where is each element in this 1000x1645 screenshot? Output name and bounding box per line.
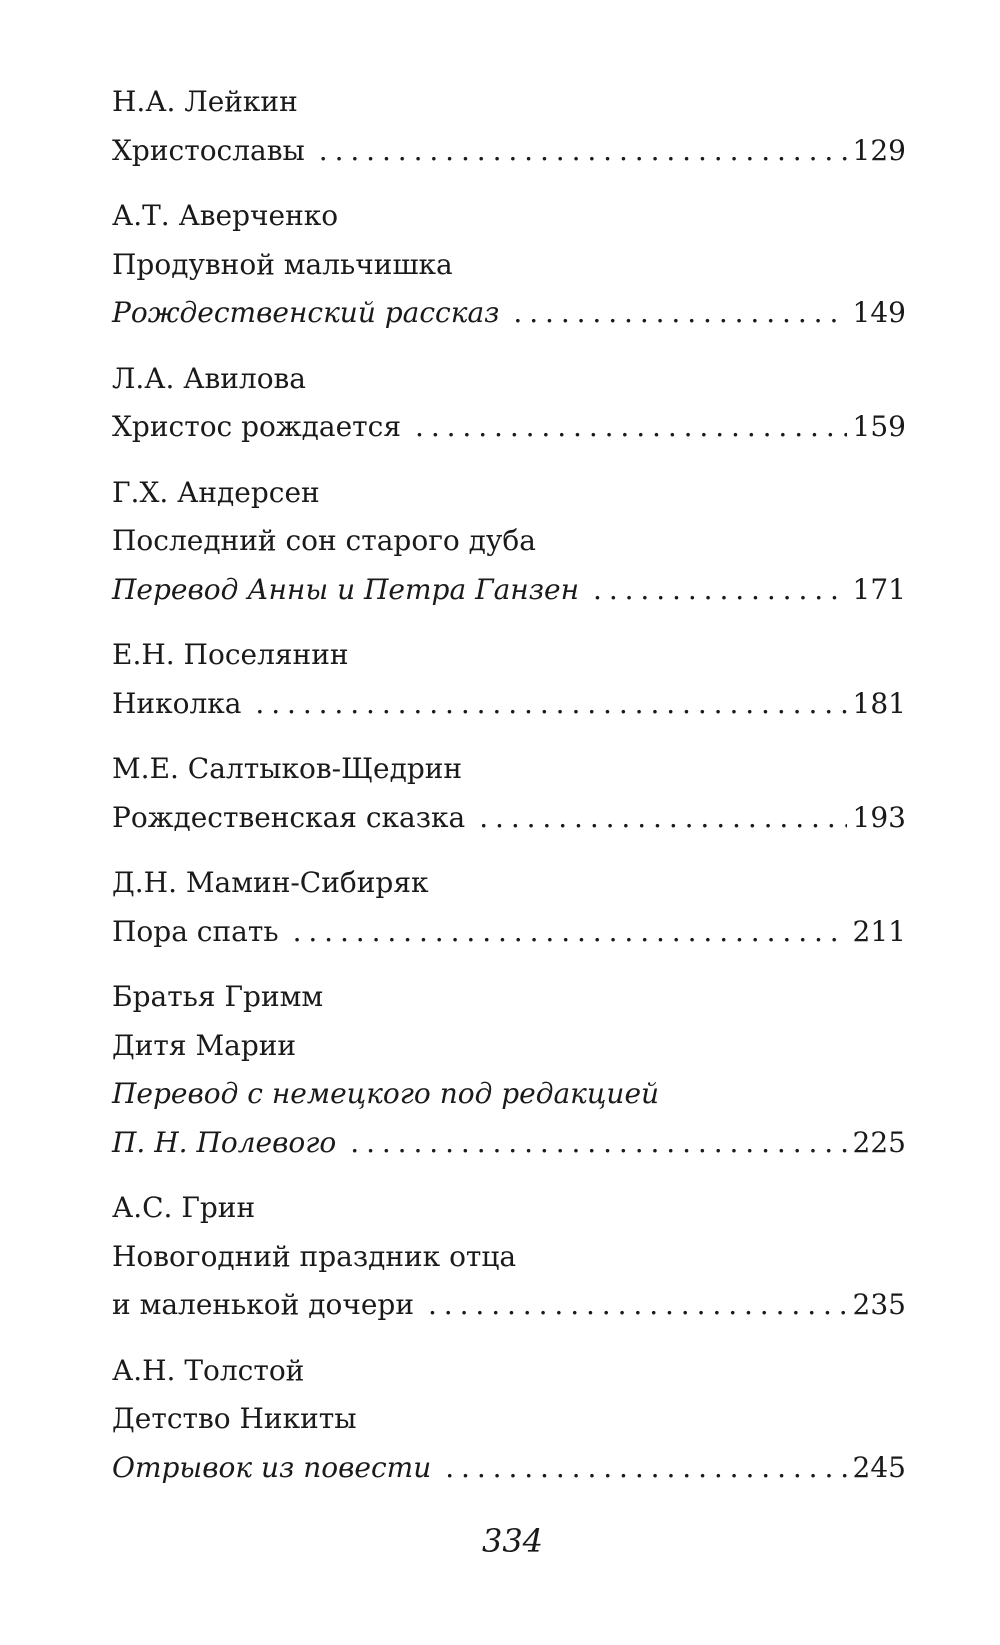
toc-title-line	[112, 241, 906, 290]
toc-title-text: П. Н. Полевого	[112, 1125, 337, 1159]
toc-title-text: Пора спать	[112, 914, 279, 948]
toc-title-line	[112, 1444, 906, 1493]
toc-author: А.С. Грин	[112, 1191, 256, 1224]
toc-title-line	[112, 1395, 906, 1444]
toc-title-line	[112, 127, 906, 176]
toc-title-text: Христославы	[112, 133, 305, 167]
toc-title-text: Рождественская сказка	[112, 800, 466, 834]
toc-page-number: 211	[852, 914, 906, 948]
dot-leader	[293, 908, 847, 957]
toc-entry	[112, 469, 906, 615]
dot-leader	[428, 1281, 847, 1330]
toc-title-text: Перевод с немецкого под редакцией	[112, 1077, 660, 1110]
toc-author: Г.Х. Андерсен	[112, 475, 320, 509]
toc-entry	[112, 973, 906, 1167]
toc-title-text: Перевод Анны и Петра Ганзен	[112, 572, 580, 606]
toc-title-text: Продувной мальчишка	[112, 247, 453, 281]
toc-author: А.Т. Аверченко	[112, 199, 339, 232]
toc-title-line	[112, 403, 906, 452]
toc-title-text: Новогодний праздник отца	[112, 1239, 517, 1273]
toc-title-line	[112, 1281, 906, 1330]
toc-title-line	[112, 908, 906, 957]
toc-title-line	[112, 517, 906, 566]
toc-entry	[112, 1184, 906, 1330]
toc-entry	[112, 859, 906, 956]
toc-page-number: 225	[852, 1125, 906, 1159]
toc-title-line	[112, 1070, 906, 1119]
toc-entry	[112, 78, 906, 175]
dot-leader	[350, 1119, 846, 1168]
toc-title-line	[112, 1119, 906, 1168]
toc-page-number: 245	[852, 1450, 906, 1484]
dot-leader	[255, 680, 846, 729]
toc-author: Д.Н. Мамин-Сибиряк	[112, 866, 429, 899]
dot-leader	[479, 794, 846, 843]
toc-page-number: 159	[852, 410, 906, 443]
toc-title-line	[112, 289, 906, 338]
toc-title-text: Последний сон старого дуба	[112, 524, 536, 557]
toc-author: Братья Гримм	[112, 980, 324, 1013]
toc-entry	[112, 631, 906, 728]
toc-author: М.Е. Салтыков-Щедрин	[112, 752, 463, 785]
toc-title-text: Николка	[112, 686, 242, 720]
toc-author: Л.А. Авилова	[112, 361, 307, 395]
dot-leader	[415, 403, 847, 452]
dot-leader	[319, 127, 847, 176]
toc-author: Н.А. Лейкин	[112, 85, 298, 118]
toc-author: А.Н. Толстой	[112, 1353, 305, 1387]
toc-title-text: Отрывок из повести	[112, 1450, 432, 1484]
page-number: 334	[481, 1522, 544, 1560]
toc-title-text: Христос рождается	[112, 410, 402, 443]
toc-title-line	[112, 566, 906, 615]
toc-page-number: 235	[852, 1288, 906, 1321]
toc-entry	[112, 745, 906, 842]
toc-entry	[112, 1347, 906, 1493]
toc-title-line	[112, 794, 906, 843]
toc-title-text: Дитя Марии	[112, 1028, 297, 1062]
toc-title-text: Рождественский рассказ	[112, 296, 500, 329]
toc-page-number: 149	[852, 296, 906, 329]
toc-page-number: 193	[852, 800, 906, 834]
dot-leader	[593, 566, 847, 615]
toc-title-text: Детство Никиты	[112, 1402, 357, 1435]
toc-page-number: 129	[852, 133, 906, 167]
toc-author: Е.Н. Поселянин	[112, 638, 349, 671]
toc-title-line	[112, 680, 906, 729]
toc-entry	[112, 355, 906, 452]
toc-page-number: 171	[852, 572, 906, 606]
dot-leader	[513, 289, 846, 338]
toc-title-line	[112, 1233, 906, 1282]
toc-title-text: и маленькой дочери	[112, 1288, 414, 1321]
dot-leader	[445, 1444, 846, 1493]
toc-title-line	[112, 1022, 906, 1071]
toc-entry	[112, 192, 906, 338]
toc-page-number: 181	[852, 686, 906, 720]
table-of-contents	[112, 78, 906, 1509]
